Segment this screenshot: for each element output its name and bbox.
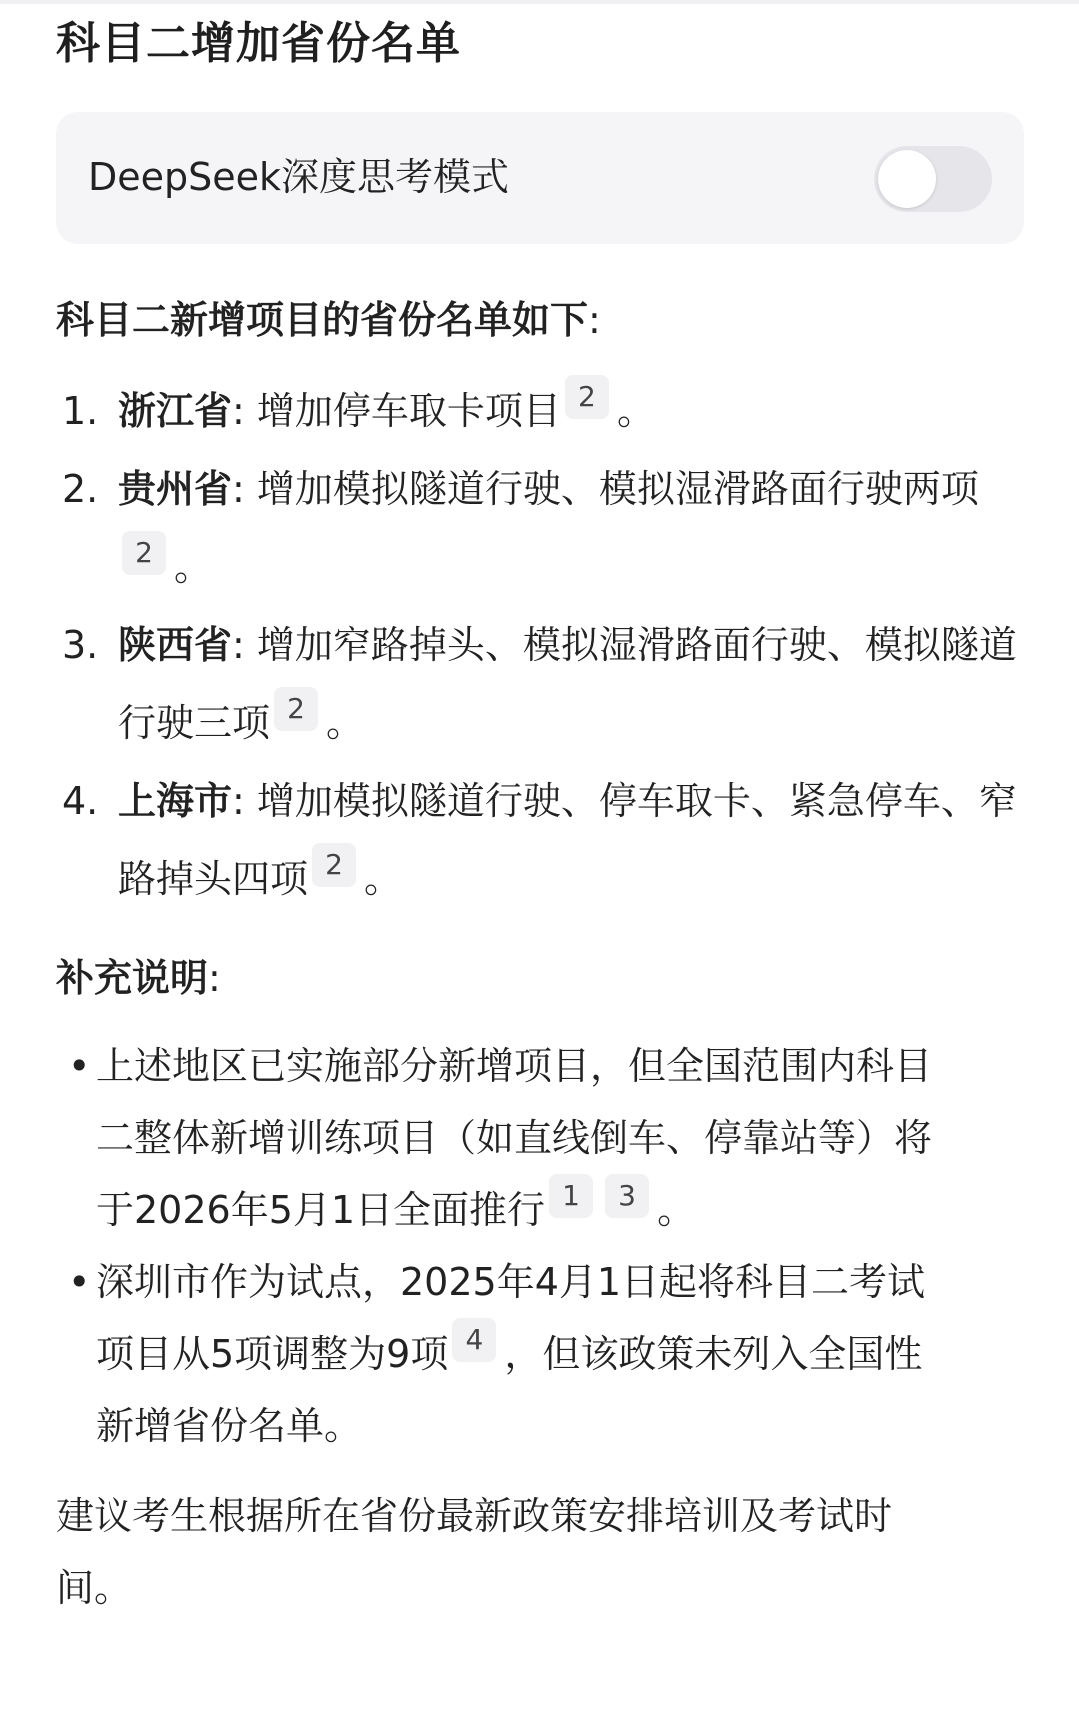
province-item [56,606,1028,762]
conclusion-text: 建议考生根据所在省份最新政策安排培训及考试时间。 [56,1494,893,1610]
page-title: 科目二增加省份名单 [56,18,461,69]
top-divider [0,0,1079,4]
sentence-end: 。 [616,389,655,433]
supplement-list [56,1030,1028,1462]
intro-text: 科目二新增项目的省份名单如下 [56,298,589,342]
province-detail: 增加模拟隧道行驶、模拟湿滑路面行驶两项 [256,467,979,511]
bullet-marker: • [68,1260,91,1304]
province-detail: 增加窄路掉头、模拟湿滑路面行驶、模拟隧道行驶三项 [118,623,1017,745]
citation-badge[interactable]: 1 [549,1174,593,1218]
answer-content [56,290,1028,1624]
sentence-end: 。 [364,857,403,901]
province-separator: : [232,623,245,667]
supplement-text: 深圳市作为试点，2025年4月1日起将科目二考试项目从5项调整为9项 [96,1260,926,1376]
province-detail: 增加停车取卡项目 [256,389,561,433]
supplement-heading [56,948,1028,1008]
item-number: 4. [62,779,99,823]
province-separator: : [232,389,245,433]
citation-badge[interactable]: 3 [605,1174,649,1218]
citation-badge[interactable]: 2 [274,687,318,731]
deep-thinking-mode-label: DeepSeek深度思考模式 [88,155,510,199]
supplement-title: 补充说明 [56,956,209,1000]
intro-colon: : [588,298,601,342]
province-item [56,372,1028,450]
province-name: 贵州省 [118,467,233,511]
supplement-tail: 。 [657,1188,696,1232]
citation-badge[interactable]: 2 [312,843,356,887]
item-number: 1. [62,389,99,433]
intro-heading [56,290,1028,350]
province-item [56,762,1028,918]
citation-badge[interactable]: 2 [565,375,609,419]
supplement-item [56,1246,1028,1462]
sentence-end: 。 [326,701,365,745]
toggle-knob [878,150,936,208]
province-item [56,450,1028,606]
bullet-marker: • [68,1044,91,1088]
citation-badge[interactable]: 4 [452,1318,496,1362]
sentence-end: 。 [174,545,213,589]
deep-thinking-toggle[interactable] [874,146,992,212]
supplement-colon: : [208,956,221,1000]
supplement-text: 上述地区已实施部分新增项目，但全国范围内科目二整体新增训练项目（如直线倒车、停靠站等）将于2026年5月1日全面推行 [96,1044,933,1232]
deep-thinking-mode-card [56,112,1024,244]
province-separator: : [232,779,245,823]
province-list [56,372,1028,918]
province-name: 浙江省 [118,389,233,433]
province-detail: 增加模拟隧道行驶、停车取卡、紧急停车、窄路掉头四项 [118,779,1017,901]
item-number: 2. [62,467,99,511]
province-name: 上海市 [118,779,233,823]
item-number: 3. [62,623,99,667]
province-separator: : [232,467,245,511]
province-name: 陕西省 [118,623,233,667]
citation-badge[interactable]: 2 [122,531,166,575]
supplement-item [56,1030,1028,1246]
supplement-tail: ，但该政策未列入全国性新增省份名单。 [96,1332,923,1448]
